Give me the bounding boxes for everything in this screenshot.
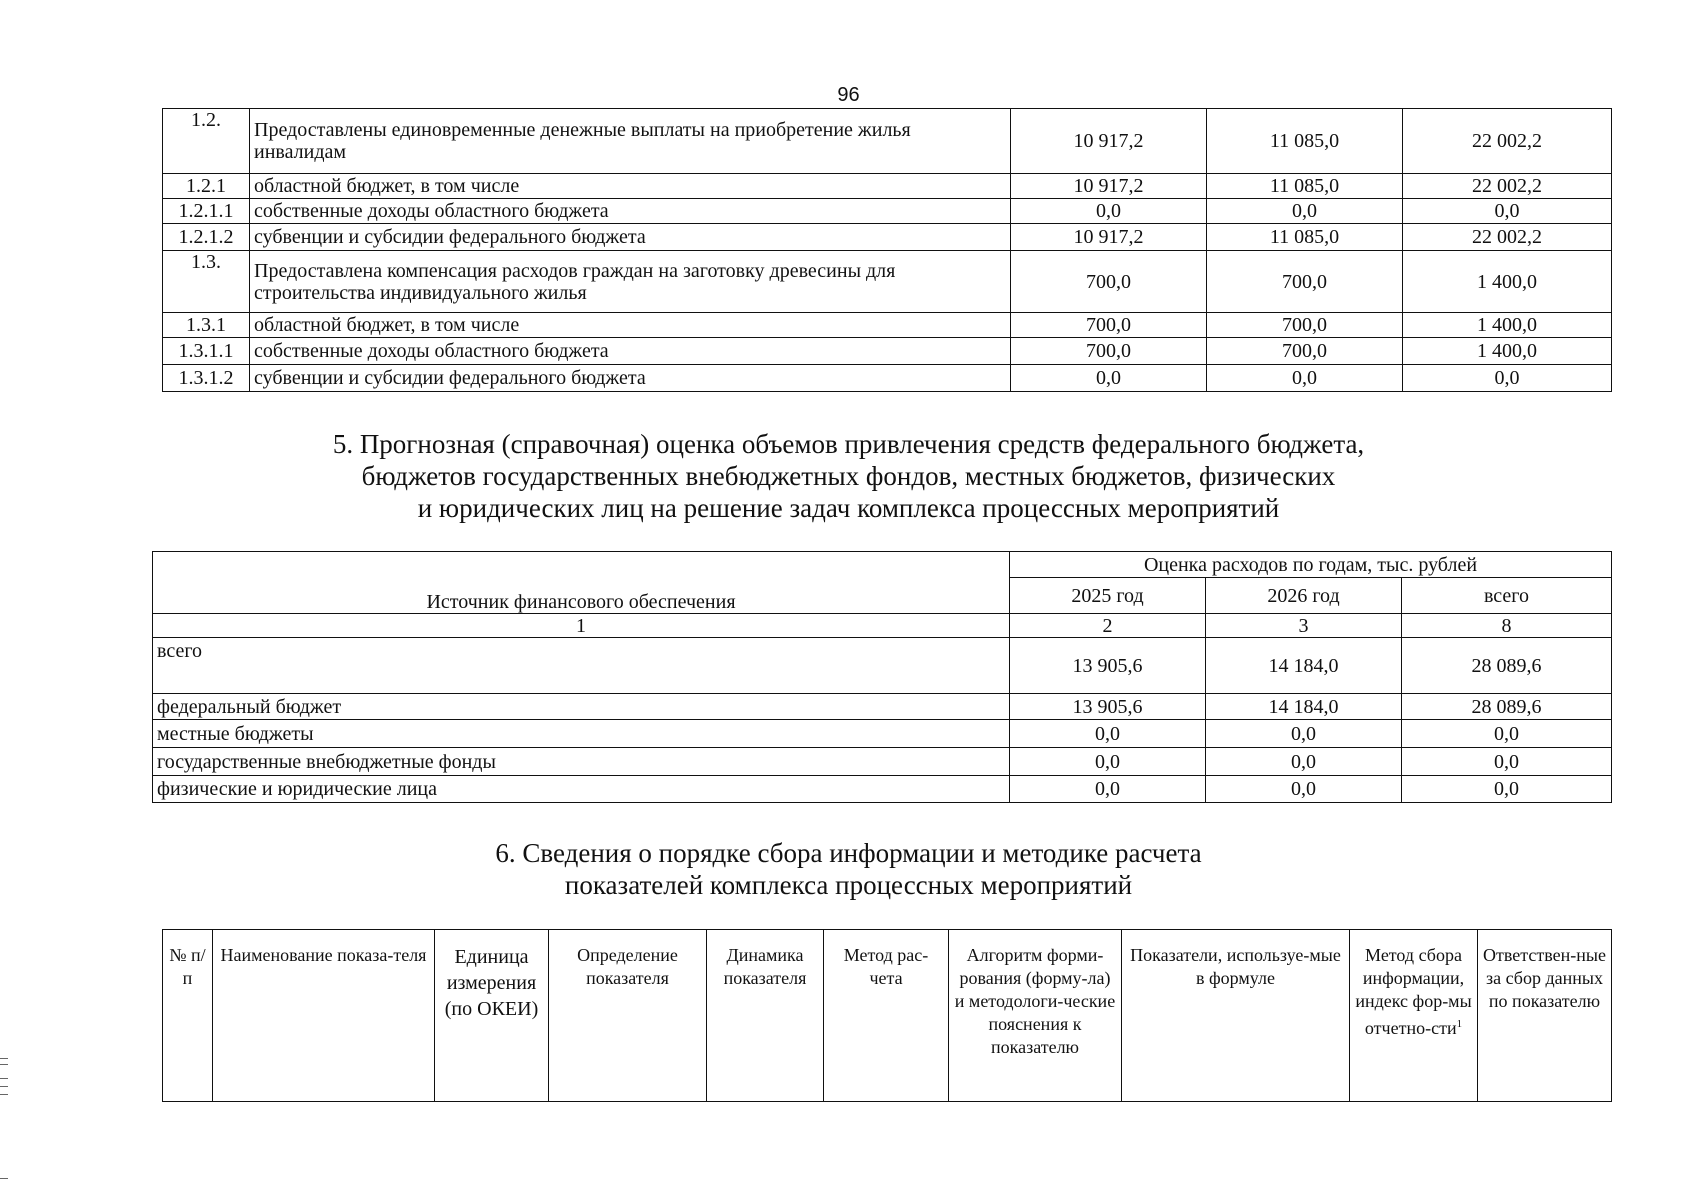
value-total: 0,0 xyxy=(1403,199,1612,224)
value-total: 0,0 xyxy=(1403,365,1612,392)
row-name: субвенции и субсидии федерального бюджета xyxy=(250,365,1011,392)
value-2025: 0,0 xyxy=(1011,199,1207,224)
table-row xyxy=(163,224,1612,251)
row-number: 1.2.1.1 xyxy=(163,199,250,224)
value-2026: 11 085,0 xyxy=(1207,174,1403,199)
scan-edge-mark xyxy=(0,1064,8,1065)
value-2026: 0,0 xyxy=(1206,720,1402,748)
header-responsible: Ответствен-ные за сбор данных по показателю xyxy=(1478,930,1612,1102)
table-row xyxy=(153,694,1612,720)
header-dynamics: Динамика показателя xyxy=(707,930,824,1102)
footnote-mark: 1 xyxy=(1456,1018,1463,1030)
source-name: местные бюджеты xyxy=(153,720,1010,748)
value-2026: 11 085,0 xyxy=(1207,109,1403,174)
header-collection-method xyxy=(1350,930,1478,1102)
section5-heading-line: и юридических лиц на решение задач комплекса процессных мероприятий xyxy=(417,493,1280,523)
scan-edge-mark xyxy=(0,1086,8,1087)
value-total: 22 002,2 xyxy=(1403,174,1612,199)
year-header-2026: 2026 год xyxy=(1206,578,1402,614)
section6-heading-line: 6. Сведения о порядке сбора информации и методике расчета xyxy=(495,838,1202,868)
row-name: Предоставлены единовременные денежные выплаты на приобретение жилья инвалидам xyxy=(250,109,1011,174)
value-2025: 700,0 xyxy=(1011,338,1207,365)
table-header-row xyxy=(153,552,1612,578)
header-number: № п/п xyxy=(163,930,213,1102)
column-number: 3 xyxy=(1206,614,1402,638)
value-2026: 700,0 xyxy=(1207,338,1403,365)
row-name: областной бюджет, в том числе xyxy=(250,174,1011,199)
value-2025: 700,0 xyxy=(1011,313,1207,338)
value-2026: 0,0 xyxy=(1206,748,1402,776)
row-number: 1.2.1 xyxy=(163,174,250,199)
scan-edge-mark xyxy=(0,1058,8,1059)
value-2026: 0,0 xyxy=(1207,199,1403,224)
header-algorithm: Алгоритм форми-рования (форму-ла) и методологи-ческие пояснения к показателю xyxy=(949,930,1122,1102)
scan-edge-mark xyxy=(0,1178,8,1179)
page-number: 96 xyxy=(837,84,860,106)
table-row xyxy=(163,313,1612,338)
column-number: 1 xyxy=(153,614,1010,638)
value-total: 22 002,2 xyxy=(1403,224,1612,251)
table-row xyxy=(153,776,1612,803)
year-header-2025: 2025 год xyxy=(1010,578,1206,614)
row-name: собственные доходы областного бюджета xyxy=(250,199,1011,224)
value-total: 0,0 xyxy=(1402,720,1612,748)
table-row xyxy=(163,365,1612,392)
value-2026: 0,0 xyxy=(1206,776,1402,803)
header-formula-indicators: Показатели, используе-мые в формуле xyxy=(1122,930,1350,1102)
table-row xyxy=(163,109,1612,174)
table-header-row xyxy=(163,930,1612,1102)
row-number: 1.3.1.1 xyxy=(163,338,250,365)
value-2026: 14 184,0 xyxy=(1206,638,1402,694)
header-unit: Единица измерения (по ОКЕИ) xyxy=(435,930,549,1102)
row-number: 1.3.1 xyxy=(163,313,250,338)
value-total: 1 400,0 xyxy=(1403,251,1612,313)
value-2026: 700,0 xyxy=(1207,313,1403,338)
section6-heading-line: показателей комплекса процессных мероприятий xyxy=(564,870,1133,900)
value-2025: 13 905,6 xyxy=(1010,694,1206,720)
table-row xyxy=(153,748,1612,776)
group-header: Оценка расходов по годам, тыс. рублей xyxy=(1010,552,1612,578)
table-row xyxy=(163,338,1612,365)
value-total: 1 400,0 xyxy=(1403,338,1612,365)
row-name: Предоставлена компенсация расходов граждан на заготовку древесины для строительства индивидуального жилья xyxy=(250,251,1011,313)
header-calc-method: Метод рас-чета xyxy=(824,930,949,1102)
funding-table-continued xyxy=(162,108,1612,392)
source-name: всего xyxy=(153,638,1010,694)
value-2025: 0,0 xyxy=(1010,720,1206,748)
row-name: субвенции и субсидии федерального бюджета xyxy=(250,224,1011,251)
indicators-methodology-table xyxy=(162,929,1612,1102)
header-definition: Определение показателя xyxy=(549,930,707,1102)
source-header: Источник финансового обеспечения xyxy=(153,552,1010,614)
value-2026: 11 085,0 xyxy=(1207,224,1403,251)
funding-sources-table xyxy=(152,551,1612,803)
header-indicator-name: Наименование показа-теля xyxy=(213,930,435,1102)
section5-heading xyxy=(0,428,1697,524)
column-number: 2 xyxy=(1010,614,1206,638)
row-number: 1.2. xyxy=(163,109,250,174)
row-name: собственные доходы областного бюджета xyxy=(250,338,1011,365)
year-header-total: всего xyxy=(1402,578,1612,614)
value-2026: 14 184,0 xyxy=(1206,694,1402,720)
value-total: 28 089,6 xyxy=(1402,638,1612,694)
row-number: 1.3.1.2 xyxy=(163,365,250,392)
value-2025: 10 917,2 xyxy=(1011,174,1207,199)
table-row xyxy=(153,720,1612,748)
value-2026: 0,0 xyxy=(1207,365,1403,392)
value-2025: 10 917,2 xyxy=(1011,109,1207,174)
value-2025: 0,0 xyxy=(1011,365,1207,392)
value-total: 1 400,0 xyxy=(1403,313,1612,338)
value-2025: 700,0 xyxy=(1011,251,1207,313)
value-2025: 0,0 xyxy=(1010,776,1206,803)
source-name: федеральный бюджет xyxy=(153,694,1010,720)
row-number: 1.2.1.2 xyxy=(163,224,250,251)
table-row xyxy=(163,199,1612,224)
section5-heading-line: 5. Прогнозная (справочная) оценка объемов привлечения средств федерального бюджета, xyxy=(332,429,1365,459)
value-2025: 13 905,6 xyxy=(1010,638,1206,694)
row-name: областной бюджет, в том числе xyxy=(250,313,1011,338)
header-collection-method-text: Метод сбора информации, индекс фор-мы отчетно-сти xyxy=(1355,945,1472,1038)
table-row xyxy=(153,638,1612,694)
scan-edge-mark xyxy=(0,1078,8,1079)
row-number: 1.3. xyxy=(163,251,250,313)
column-number: 8 xyxy=(1402,614,1612,638)
table-row xyxy=(163,174,1612,199)
column-number-row xyxy=(153,614,1612,638)
source-name: физические и юридические лица xyxy=(153,776,1010,803)
section5-heading-line: бюджетов государственных внебюджетных фондов, местных бюджетов, физических xyxy=(361,461,1336,491)
value-total: 0,0 xyxy=(1402,748,1612,776)
value-2025: 10 917,2 xyxy=(1011,224,1207,251)
section6-heading xyxy=(0,837,1697,901)
value-2026: 700,0 xyxy=(1207,251,1403,313)
source-name: государственные внебюджетные фонды xyxy=(153,748,1010,776)
value-total: 0,0 xyxy=(1402,776,1612,803)
value-total: 22 002,2 xyxy=(1403,109,1612,174)
scan-edge-mark xyxy=(0,1094,8,1095)
value-total: 28 089,6 xyxy=(1402,694,1612,720)
value-2025: 0,0 xyxy=(1010,748,1206,776)
table-row xyxy=(163,251,1612,313)
